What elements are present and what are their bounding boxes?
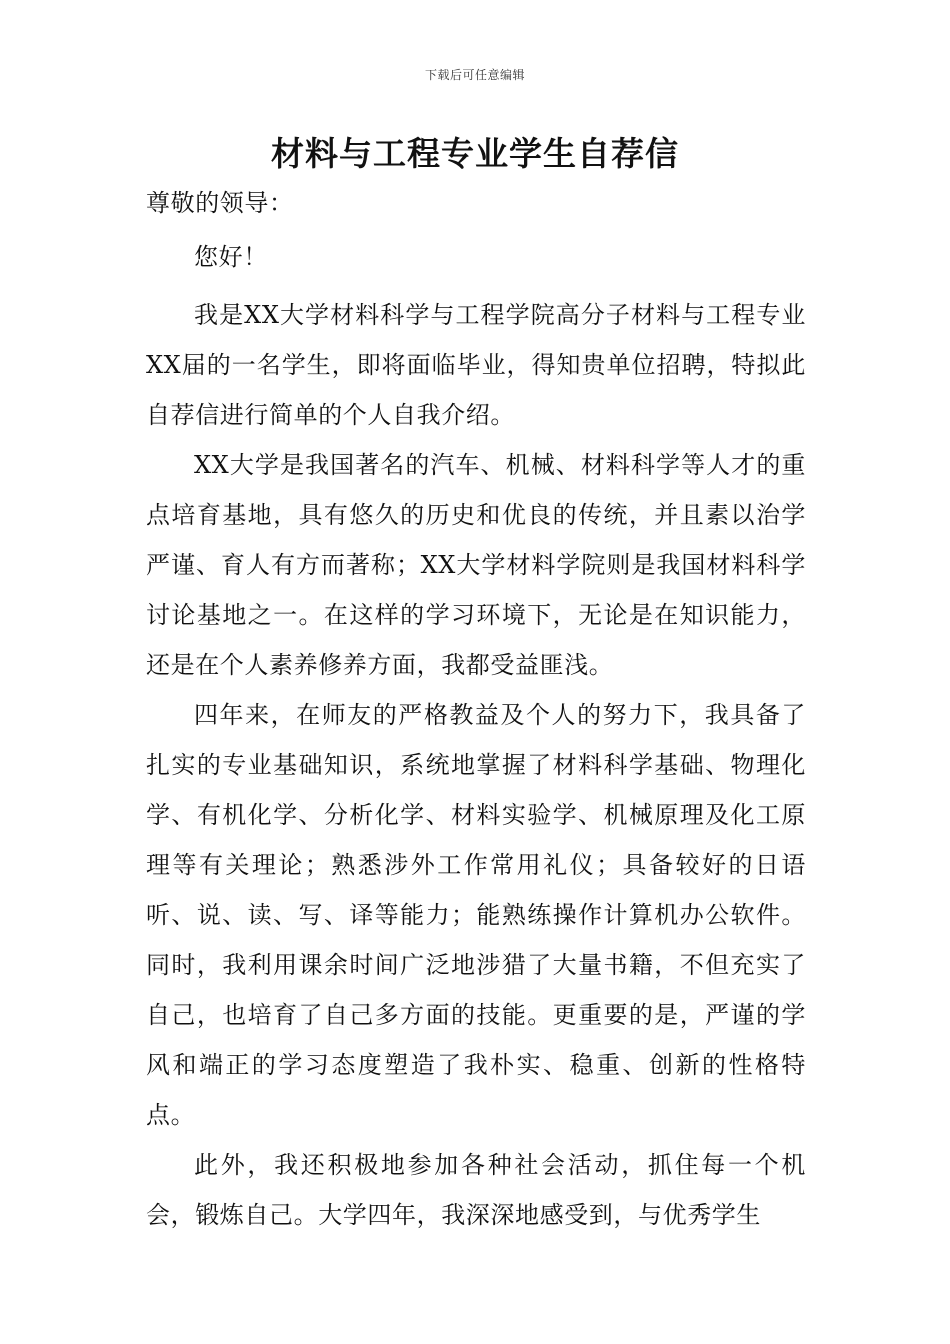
greeting: 您好！	[194, 243, 268, 271]
salutation: 尊敬的领导：	[146, 189, 294, 217]
letter-body	[146, 178, 806, 1240]
header-note: 下载后可任意编辑	[424, 68, 525, 82]
document-title: 材料与工程专业学生自荐信	[271, 134, 679, 173]
paragraph-2: XX大学是我国著名的汽车、机械、材料科学等人才的重点培育基地，具有悠久的历史和优良的传统，并且素以治学严谨、育人有方而著称；XX大学材料学院则是我国材料科学讨论基地之一。在这样的学习环境下，无论是在知识能力，还是在个人素养修养方面，我都受益匪浅。	[146, 451, 806, 679]
paragraph-3: 四年来，在师友的严格教益及个人的努力下，我具备了扎实的专业基础知识，系统地掌握了材料科学基础、物理化学、有机化学、分析化学、材料实验学、机械原理及化工原理等有关理论；熟悉涉外工作常用礼仪；具备较好的日语听、说、读、写、译等能力；能熟练操作计算机办公软件。同时，我利用课余时间广泛地涉猎了大量书籍，不但充实了自己，也培育了自己多方面的技能。更重要的是，严谨的学风和端正的学习态度塑造了我朴实、稳重、创新的性格特点。	[146, 701, 806, 1129]
paragraph-1: 我是XX大学材料科学与工程学院高分子材料与工程专业XX届的一名学生，即将面临毕业，得知贵单位招聘，特拟此自荐信进行简单的个人自我介绍。	[146, 301, 806, 429]
paragraph-4: 此外，我还积极地参加各种社会活动，抓住每一个机会，锻炼自己。大学四年，我深深地感受到，与优秀学生	[146, 1151, 806, 1229]
